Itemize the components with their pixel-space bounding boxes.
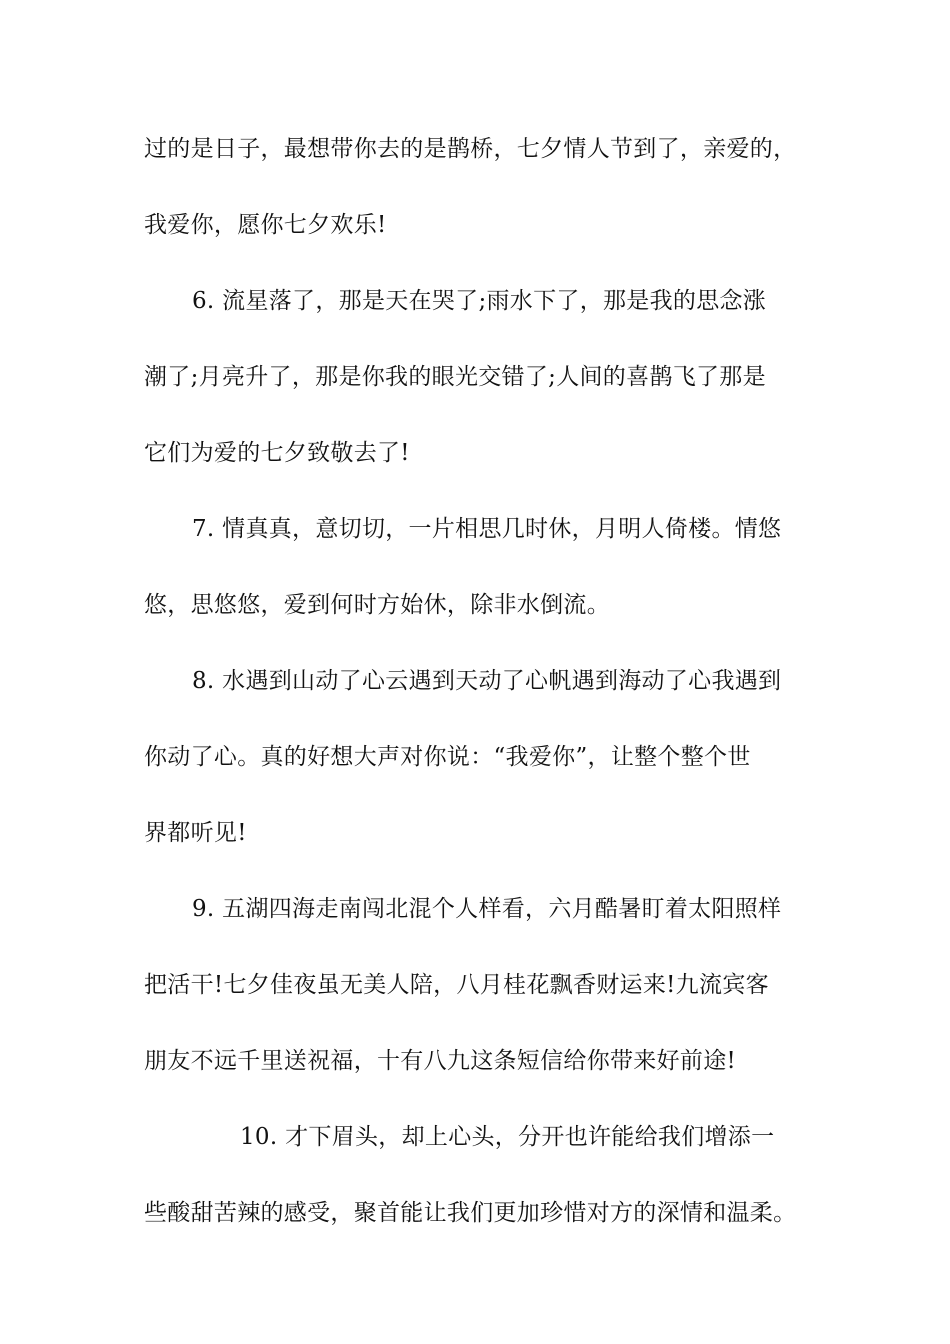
text-line: 过的是日子，最想带你去的是鹊桥，七夕情人节到了，亲爱的， [144, 136, 797, 162]
numbered-paragraph-line: 9. 五湖四海走南闯北混个人样看，六月酷暑盯着太阳照样 [192, 896, 782, 922]
text-line: 些酸甜苦辣的感受，聚首能让我们更加珍惜对方的深情和温柔。 [144, 1200, 797, 1226]
text-line: 它们为爱的七夕致敬去了! [144, 440, 410, 466]
text-line: 你动了心。真的好想大声对你说：“我爱你”，让整个整个世 [144, 744, 751, 770]
document-text [144, 121, 834, 1261]
numbered-paragraph-line: 8. 水遇到山动了心云遇到天动了心帆遇到海动了心我遇到 [192, 668, 782, 694]
text-line: 把活干!七夕佳夜虽无美人陪，八月桂花飘香财运来!九流宾客 [144, 972, 769, 998]
text-line: 朋友不远千里送祝福，十有八九这条短信给你带来好前途! [144, 1048, 737, 1074]
text-line: 潮了;月亮升了，那是你我的眼光交错了;人间的喜鹊飞了那是 [144, 364, 766, 390]
numbered-paragraph-line: 7. 情真真，意切切，一片相思几时休，月明人倚楼。情悠 [192, 516, 782, 542]
text-line: 悠，思悠悠，爱到何时方始休，除非水倒流。 [144, 592, 610, 618]
numbered-paragraph-line: 10. 才下眉头，却上心头，分开也许能给我们增添一 [240, 1124, 775, 1150]
numbered-paragraph-line: 6. 流星落了，那是天在哭了;雨水下了，那是我的思念涨 [192, 288, 767, 314]
text-line: 界都听见! [144, 820, 247, 846]
text-line: 我爱你，愿你七夕欢乐! [144, 212, 387, 238]
